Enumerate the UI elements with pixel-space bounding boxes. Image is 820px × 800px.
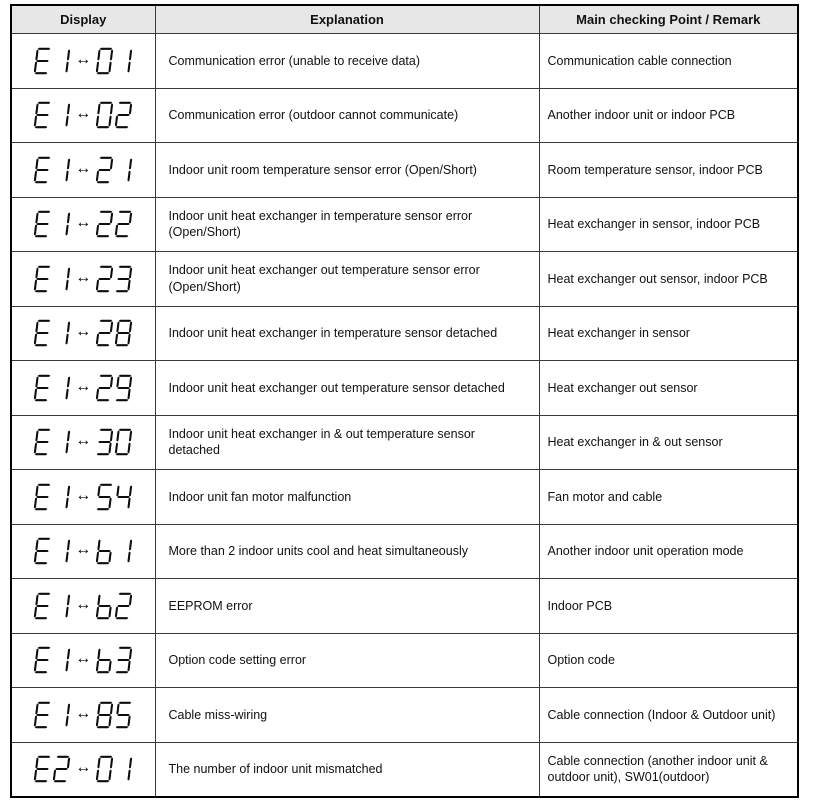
explanation-text: Communication error (unable to receive data) (168, 53, 421, 68)
bidirectional-arrow-icon: ↔ (75, 759, 92, 776)
explanation-cell (155, 688, 539, 743)
seven-segment-digit-E (34, 265, 52, 293)
seven-segment-digit-E (34, 755, 52, 783)
remark-cell (539, 633, 798, 688)
seven-segment-digit-4 (115, 483, 133, 511)
seven-segment-digit-2 (115, 210, 133, 238)
table-row (11, 579, 798, 634)
display-cell (11, 197, 155, 252)
remark-text: Fan motor and cable (547, 489, 663, 504)
seven-segment-digit-E (34, 156, 52, 184)
seven-segment-digit-E (34, 374, 52, 402)
explanation-text: EEPROM error (168, 598, 253, 613)
explanation-text: Indoor unit heat exchanger in temperature sensor error (Open/Short) (168, 208, 473, 240)
seven-segment-digit-2 (96, 210, 114, 238)
seven-segment-digit-3 (96, 428, 114, 456)
remark-text: Indoor PCB (547, 598, 613, 613)
display-cell (11, 306, 155, 361)
explanation-text: The number of indoor unit mismatched (168, 761, 383, 776)
remark-text: Cable connection (Indoor & Outdoor unit) (547, 707, 776, 722)
bidirectional-arrow-icon: ↔ (75, 486, 92, 504)
seven-segment-digit-1 (115, 156, 133, 184)
seven-segment-display (12, 319, 155, 347)
seven-segment-digit-1 (53, 156, 71, 184)
display-cell (11, 470, 155, 525)
remark-cell (539, 306, 798, 361)
seven-segment-digit-2 (96, 319, 114, 347)
seven-segment-digit-E (34, 210, 52, 238)
explanation-cell (155, 470, 539, 525)
seven-segment-display (12, 101, 155, 129)
explanation-cell (155, 361, 539, 416)
remark-text: Room temperature sensor, indoor PCB (547, 162, 763, 177)
seven-segment-digit-E (34, 319, 52, 347)
table-row (11, 470, 798, 525)
seven-segment-digit-6 (96, 592, 114, 620)
table-row (11, 742, 798, 797)
seven-segment-digit-3 (115, 265, 133, 293)
remark-cell (539, 143, 798, 198)
seven-segment-digit-5 (96, 483, 114, 511)
seven-segment-digit-E (34, 428, 52, 456)
seven-segment-digit-E (34, 483, 52, 511)
explanation-text: More than 2 indoor units cool and heat simultaneously (168, 544, 468, 558)
seven-segment-digit-1 (53, 47, 71, 75)
display-cell (11, 252, 155, 307)
display-cell (11, 34, 155, 89)
seven-segment-display (12, 646, 155, 674)
seven-segment-digit-8 (115, 319, 133, 347)
bidirectional-arrow-icon: ↔ (75, 323, 92, 341)
remark-text: Heat exchanger in sensor (547, 326, 690, 340)
seven-segment-digit-1 (53, 210, 71, 238)
seven-segment-display (12, 47, 155, 75)
seven-segment-digit-1 (53, 537, 71, 565)
error-code-table (10, 4, 799, 798)
table-row (11, 34, 798, 89)
seven-segment-digit-1 (53, 701, 71, 729)
seven-segment-digit-E (34, 47, 52, 75)
explanation-cell (155, 579, 539, 634)
seven-segment-display (12, 592, 155, 620)
display-cell (11, 143, 155, 198)
seven-segment-digit-1 (53, 374, 71, 402)
header-row (11, 5, 798, 34)
bidirectional-arrow-icon: ↔ (75, 432, 92, 450)
seven-segment-digit-0 (96, 47, 114, 75)
remark-cell (539, 197, 798, 252)
explanation-cell (155, 524, 539, 579)
seven-segment-digit-1 (53, 265, 71, 293)
bidirectional-arrow-icon: ↔ (75, 377, 92, 395)
seven-segment-digit-1 (115, 47, 133, 75)
explanation-text: Option code setting error (168, 653, 307, 667)
explanation-text: Communication error (outdoor cannot communicate) (168, 108, 459, 122)
remark-cell (539, 361, 798, 416)
seven-segment-display (12, 701, 155, 729)
table-row (11, 415, 798, 470)
explanation-cell (155, 415, 539, 470)
remark-cell (539, 524, 798, 579)
column-header-display: Display (11, 5, 155, 34)
seven-segment-display (12, 428, 155, 456)
seven-segment-display (12, 156, 155, 184)
bidirectional-arrow-icon: ↔ (75, 650, 92, 668)
explanation-cell (155, 252, 539, 307)
seven-segment-digit-0 (115, 428, 133, 456)
seven-segment-digit-1 (115, 755, 133, 783)
seven-segment-digit-0 (96, 101, 114, 129)
bidirectional-arrow-icon: ↔ (75, 159, 92, 177)
explanation-cell (155, 306, 539, 361)
table-row (11, 688, 798, 743)
remark-cell (539, 415, 798, 470)
seven-segment-digit-1 (115, 537, 133, 565)
seven-segment-digit-E (34, 592, 52, 620)
remark-text: Cable connection (another indoor unit & outdoor unit), SW01(outdoor) (547, 753, 768, 784)
seven-segment-digit-1 (53, 319, 71, 347)
table-row (11, 361, 798, 416)
seven-segment-digit-1 (53, 428, 71, 456)
seven-segment-digit-3 (115, 646, 133, 674)
manual-page (10, 4, 797, 795)
remark-text: Another indoor unit or indoor PCB (547, 108, 736, 122)
explanation-cell (155, 742, 539, 797)
display-cell (11, 688, 155, 743)
explanation-text: Indoor unit heat exchanger out temperature sensor detached (168, 380, 505, 395)
seven-segment-digit-E (34, 537, 52, 565)
remark-text: Heat exchanger out sensor, indoor PCB (547, 271, 768, 286)
display-cell (11, 633, 155, 688)
table-row (11, 306, 798, 361)
seven-segment-digit-2 (53, 755, 71, 783)
remark-text: Another indoor unit operation mode (547, 544, 744, 558)
bidirectional-arrow-icon: ↔ (75, 50, 92, 68)
remark-text: Heat exchanger in & out sensor (547, 435, 723, 449)
explanation-cell (155, 143, 539, 198)
seven-segment-digit-5 (115, 701, 133, 729)
remark-cell (539, 688, 798, 743)
explanation-text: Indoor unit heat exchanger out temperature sensor error (Open/Short) (168, 263, 480, 294)
seven-segment-digit-9 (115, 374, 133, 402)
table-row (11, 252, 798, 307)
seven-segment-digit-E (34, 101, 52, 129)
seven-segment-display (12, 755, 155, 783)
display-cell (11, 415, 155, 470)
column-header-explanation: Explanation (155, 5, 539, 34)
table-row (11, 88, 798, 143)
seven-segment-display (12, 374, 155, 402)
explanation-text: Indoor unit heat exchanger in temperature sensor detached (168, 326, 498, 340)
seven-segment-digit-2 (96, 265, 114, 293)
seven-segment-display (12, 537, 155, 565)
remark-cell (539, 470, 798, 525)
seven-segment-display (12, 483, 155, 511)
remark-text: Communication cable connection (547, 53, 732, 68)
seven-segment-display (12, 265, 155, 293)
seven-segment-digit-1 (53, 483, 71, 511)
table-row (11, 143, 798, 198)
seven-segment-digit-E (34, 701, 52, 729)
display-cell (11, 361, 155, 416)
seven-segment-digit-E (34, 646, 52, 674)
explanation-cell (155, 88, 539, 143)
bidirectional-arrow-icon: ↔ (75, 268, 92, 286)
bidirectional-arrow-icon: ↔ (75, 105, 92, 123)
seven-segment-digit-6 (96, 537, 114, 565)
display-cell (11, 579, 155, 634)
seven-segment-display (12, 210, 155, 238)
explanation-text: Indoor unit fan motor malfunction (168, 489, 352, 504)
remark-cell (539, 34, 798, 89)
display-cell (11, 88, 155, 143)
bidirectional-arrow-icon: ↔ (75, 541, 92, 559)
seven-segment-digit-8 (96, 701, 114, 729)
remark-text: Heat exchanger in sensor, indoor PCB (547, 217, 761, 231)
explanation-text: Indoor unit heat exchanger in & out temperature sensor detached (168, 426, 475, 458)
column-header-remark: Main checking Point / Remark (539, 5, 798, 34)
bidirectional-arrow-icon: ↔ (75, 214, 92, 232)
bidirectional-arrow-icon: ↔ (75, 704, 92, 722)
explanation-cell (155, 34, 539, 89)
seven-segment-digit-1 (53, 101, 71, 129)
seven-segment-digit-2 (115, 101, 133, 129)
seven-segment-digit-6 (96, 646, 114, 674)
explanation-cell (155, 197, 539, 252)
table-row (11, 197, 798, 252)
explanation-text: Cable miss-wiring (168, 707, 268, 722)
remark-text: Heat exchanger out sensor (547, 380, 698, 395)
remark-text: Option code (547, 653, 615, 667)
seven-segment-digit-1 (53, 592, 71, 620)
seven-segment-digit-2 (96, 156, 114, 184)
remark-cell (539, 742, 798, 797)
table-row (11, 633, 798, 688)
table-row (11, 524, 798, 579)
seven-segment-digit-1 (53, 646, 71, 674)
remark-cell (539, 579, 798, 634)
remark-cell (539, 252, 798, 307)
bidirectional-arrow-icon: ↔ (75, 595, 92, 613)
seven-segment-digit-2 (115, 592, 133, 620)
display-cell (11, 742, 155, 797)
remark-cell (539, 88, 798, 143)
explanation-text: Indoor unit room temperature sensor error (Open/Short) (168, 162, 477, 177)
explanation-cell (155, 633, 539, 688)
seven-segment-digit-2 (96, 374, 114, 402)
seven-segment-digit-0 (96, 755, 114, 783)
display-cell (11, 524, 155, 579)
